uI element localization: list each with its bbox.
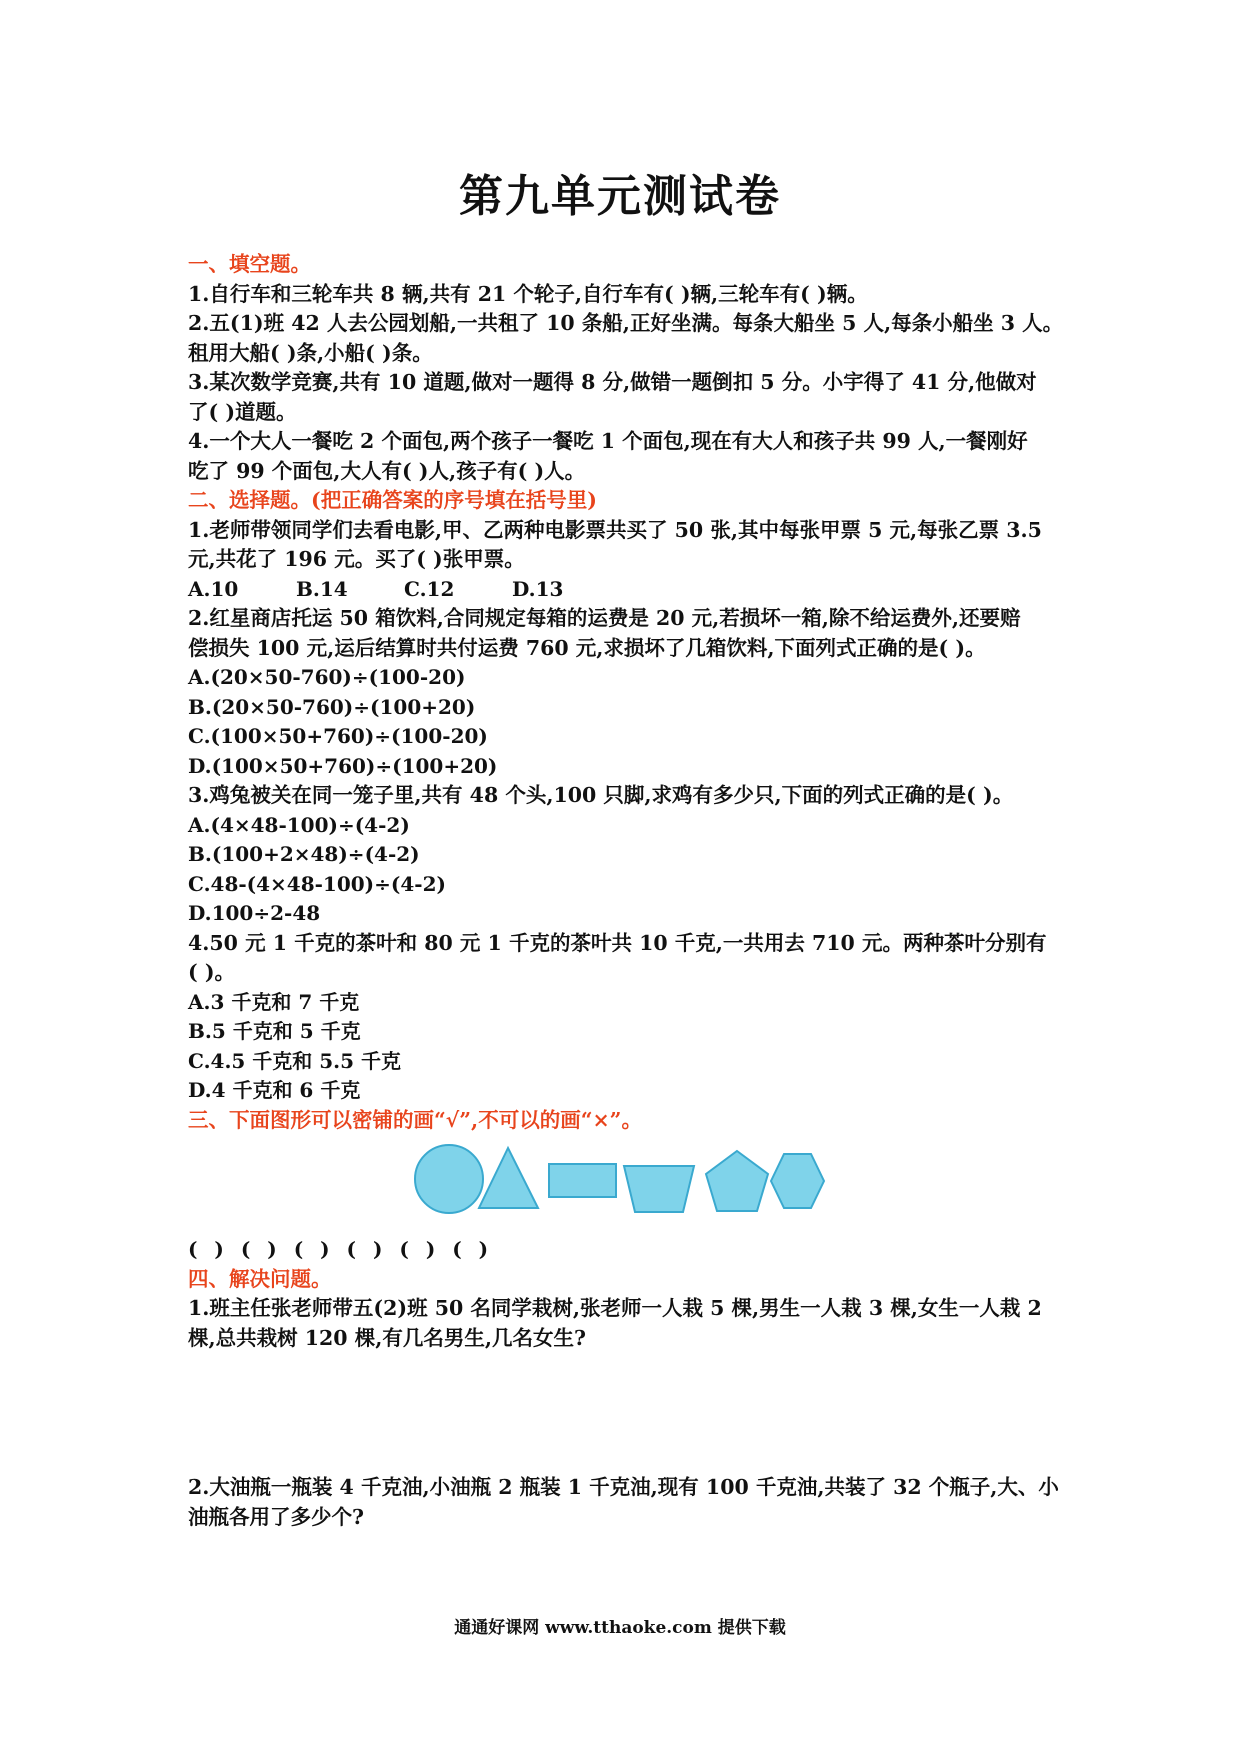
s2-question-3: 3.鸡兔被关在同一笼子里,共有 48 个头,100 只脚,求鸡有多少只,下面的列式正确的是( )。 (188, 783, 1014, 807)
s2-q4-option-d: D.4 千克和 6 千克 (188, 1078, 361, 1102)
section-1-heading: 一、填空题。 (188, 252, 311, 276)
s2-question-2-line-2: 偿损失 100 元,运后结算时共付运费 760 元,求损坏了几箱饮料,下面列式正确的是( )。 (188, 635, 986, 660)
rectangle-shape (549, 1164, 616, 1197)
triangle-shape (479, 1148, 538, 1208)
s2-q4-option-b: B.5 千克和 5 千克 (188, 1019, 361, 1043)
option-c: C.12 (404, 576, 455, 601)
s4-question-2-line-2: 油瓶各用了多少个? (188, 1504, 365, 1529)
s2-q2-option-b: B.(20×50-760)÷(100+20) (188, 694, 476, 719)
option-d: D.13 (512, 576, 564, 601)
s2-question-1-line-2: 元,共花了 196 元。买了( )张甲票。 (188, 547, 525, 571)
s2-q3-option-b: B.(100+2×48)÷(4-2) (188, 842, 420, 866)
footer-credit: 通通好课网 www.tthaoke.com 提供下载 (454, 1618, 786, 1638)
worksheet-content (188, 250, 1068, 1532)
page-title: 第九单元测试卷 (459, 171, 781, 222)
section-4-heading: 四、解决问题。 (188, 1266, 332, 1291)
s2-q3-option-d: D.100÷2-48 (188, 901, 321, 925)
s2-question-2-line-1: 2.红星商店托运 50 箱饮料,合同规定每箱的运费是 20 元,若损坏一箱,除不给运费外,还要赔 (188, 606, 1021, 630)
hexagon-shape (771, 1154, 824, 1208)
s2-q4-option-c: C.4.5 千克和 5.5 千克 (188, 1048, 402, 1073)
section-2-heading: 二、选择题。(把正确答案的序号填在括号里) (188, 488, 597, 512)
s2-q2-option-a: A.(20×50-760)÷(100-20) (188, 665, 466, 689)
option-a: A.10 (188, 576, 239, 601)
s2-question-4-line-2: ( )。 (188, 960, 236, 984)
shape-answer-blanks: ( ) ( ) ( ) ( ) ( ) ( ) (188, 1237, 489, 1261)
s1-question-2-line-1: 2.五(1)班 42 人去公园划船,一共租了 10 条船,正好坐满。每条大船坐 5 人,每条小船坐 3 人。 (188, 311, 1064, 335)
s1-question-4-line-2: 吃了 99 个面包,大人有( )人,孩子有( )人。 (188, 458, 586, 483)
s2-q2-option-d: D.(100×50+760)÷(100+20) (188, 753, 498, 778)
pentagon-shape (706, 1151, 768, 1211)
circle-shape (415, 1145, 483, 1213)
s1-question-3-line-2: 了( )道题。 (188, 399, 297, 424)
shapes-row (188, 1135, 1068, 1235)
option-b: B.14 (296, 576, 348, 601)
tessellation-shapes (413, 1139, 833, 1225)
s2-q4-option-a: A.3 千克和 7 千克 (188, 989, 360, 1014)
s2-question-1-line-1: 1.老师带领同学们去看电影,甲、乙两种电影票共买了 50 张,其中每张甲票 5 元,每张乙票 3.5 (188, 517, 1042, 542)
s2-question-4-line-1: 4.50 元 1 千克的茶叶和 80 元 1 千克的茶叶共 10 千克,一共用去 710 元。两种茶叶分别有 (188, 930, 1047, 955)
s2-q3-option-a: A.(4×48-100)÷(4-2) (188, 812, 410, 837)
s1-question-3-line-1: 3.某次数学竞赛,共有 10 道题,做对一题得 8 分,做错一题倒扣 5 分。小宇得了 41 分,他做对 (188, 370, 1037, 394)
s2-question-1-options (188, 575, 1068, 605)
s1-question-1: 1.自行车和三轮车共 8 辆,共有 21 个轮子,自行车有( )辆,三轮车有( )辆。 (188, 281, 868, 306)
trapezoid-shape (624, 1166, 694, 1212)
s2-q2-option-c: C.(100×50+760)÷(100-20) (188, 724, 488, 748)
s4-question-1-line-2: 棵,总共栽树 120 棵,有几名男生,几名女生? (188, 1325, 586, 1350)
s1-question-2-line-2: 租用大船( )条,小船( )条。 (188, 340, 433, 365)
section-3-heading: 三、下面图形可以密铺的画“√”,不可以的画“×”。 (188, 1107, 642, 1132)
answer-space (188, 1353, 1068, 1473)
s1-question-4-line-1: 4.一个大人一餐吃 2 个面包,两个孩子一餐吃 1 个面包,现在有大人和孩子共 99 人,一餐刚好 (188, 429, 1028, 453)
s4-question-2-line-1: 2.大油瓶一瓶装 4 千克油,小油瓶 2 瓶装 1 千克油,现有 100 千克油,共装了 32 个瓶子,大、小 (188, 1475, 1059, 1499)
s4-question-1-line-1: 1.班主任张老师带五(2)班 50 名同学栽树,张老师一人栽 5 棵,男生一人栽 3 棵,女生一人栽 2 (188, 1296, 1042, 1320)
s2-q3-option-c: C.48-(4×48-100)÷(4-2) (188, 871, 446, 896)
